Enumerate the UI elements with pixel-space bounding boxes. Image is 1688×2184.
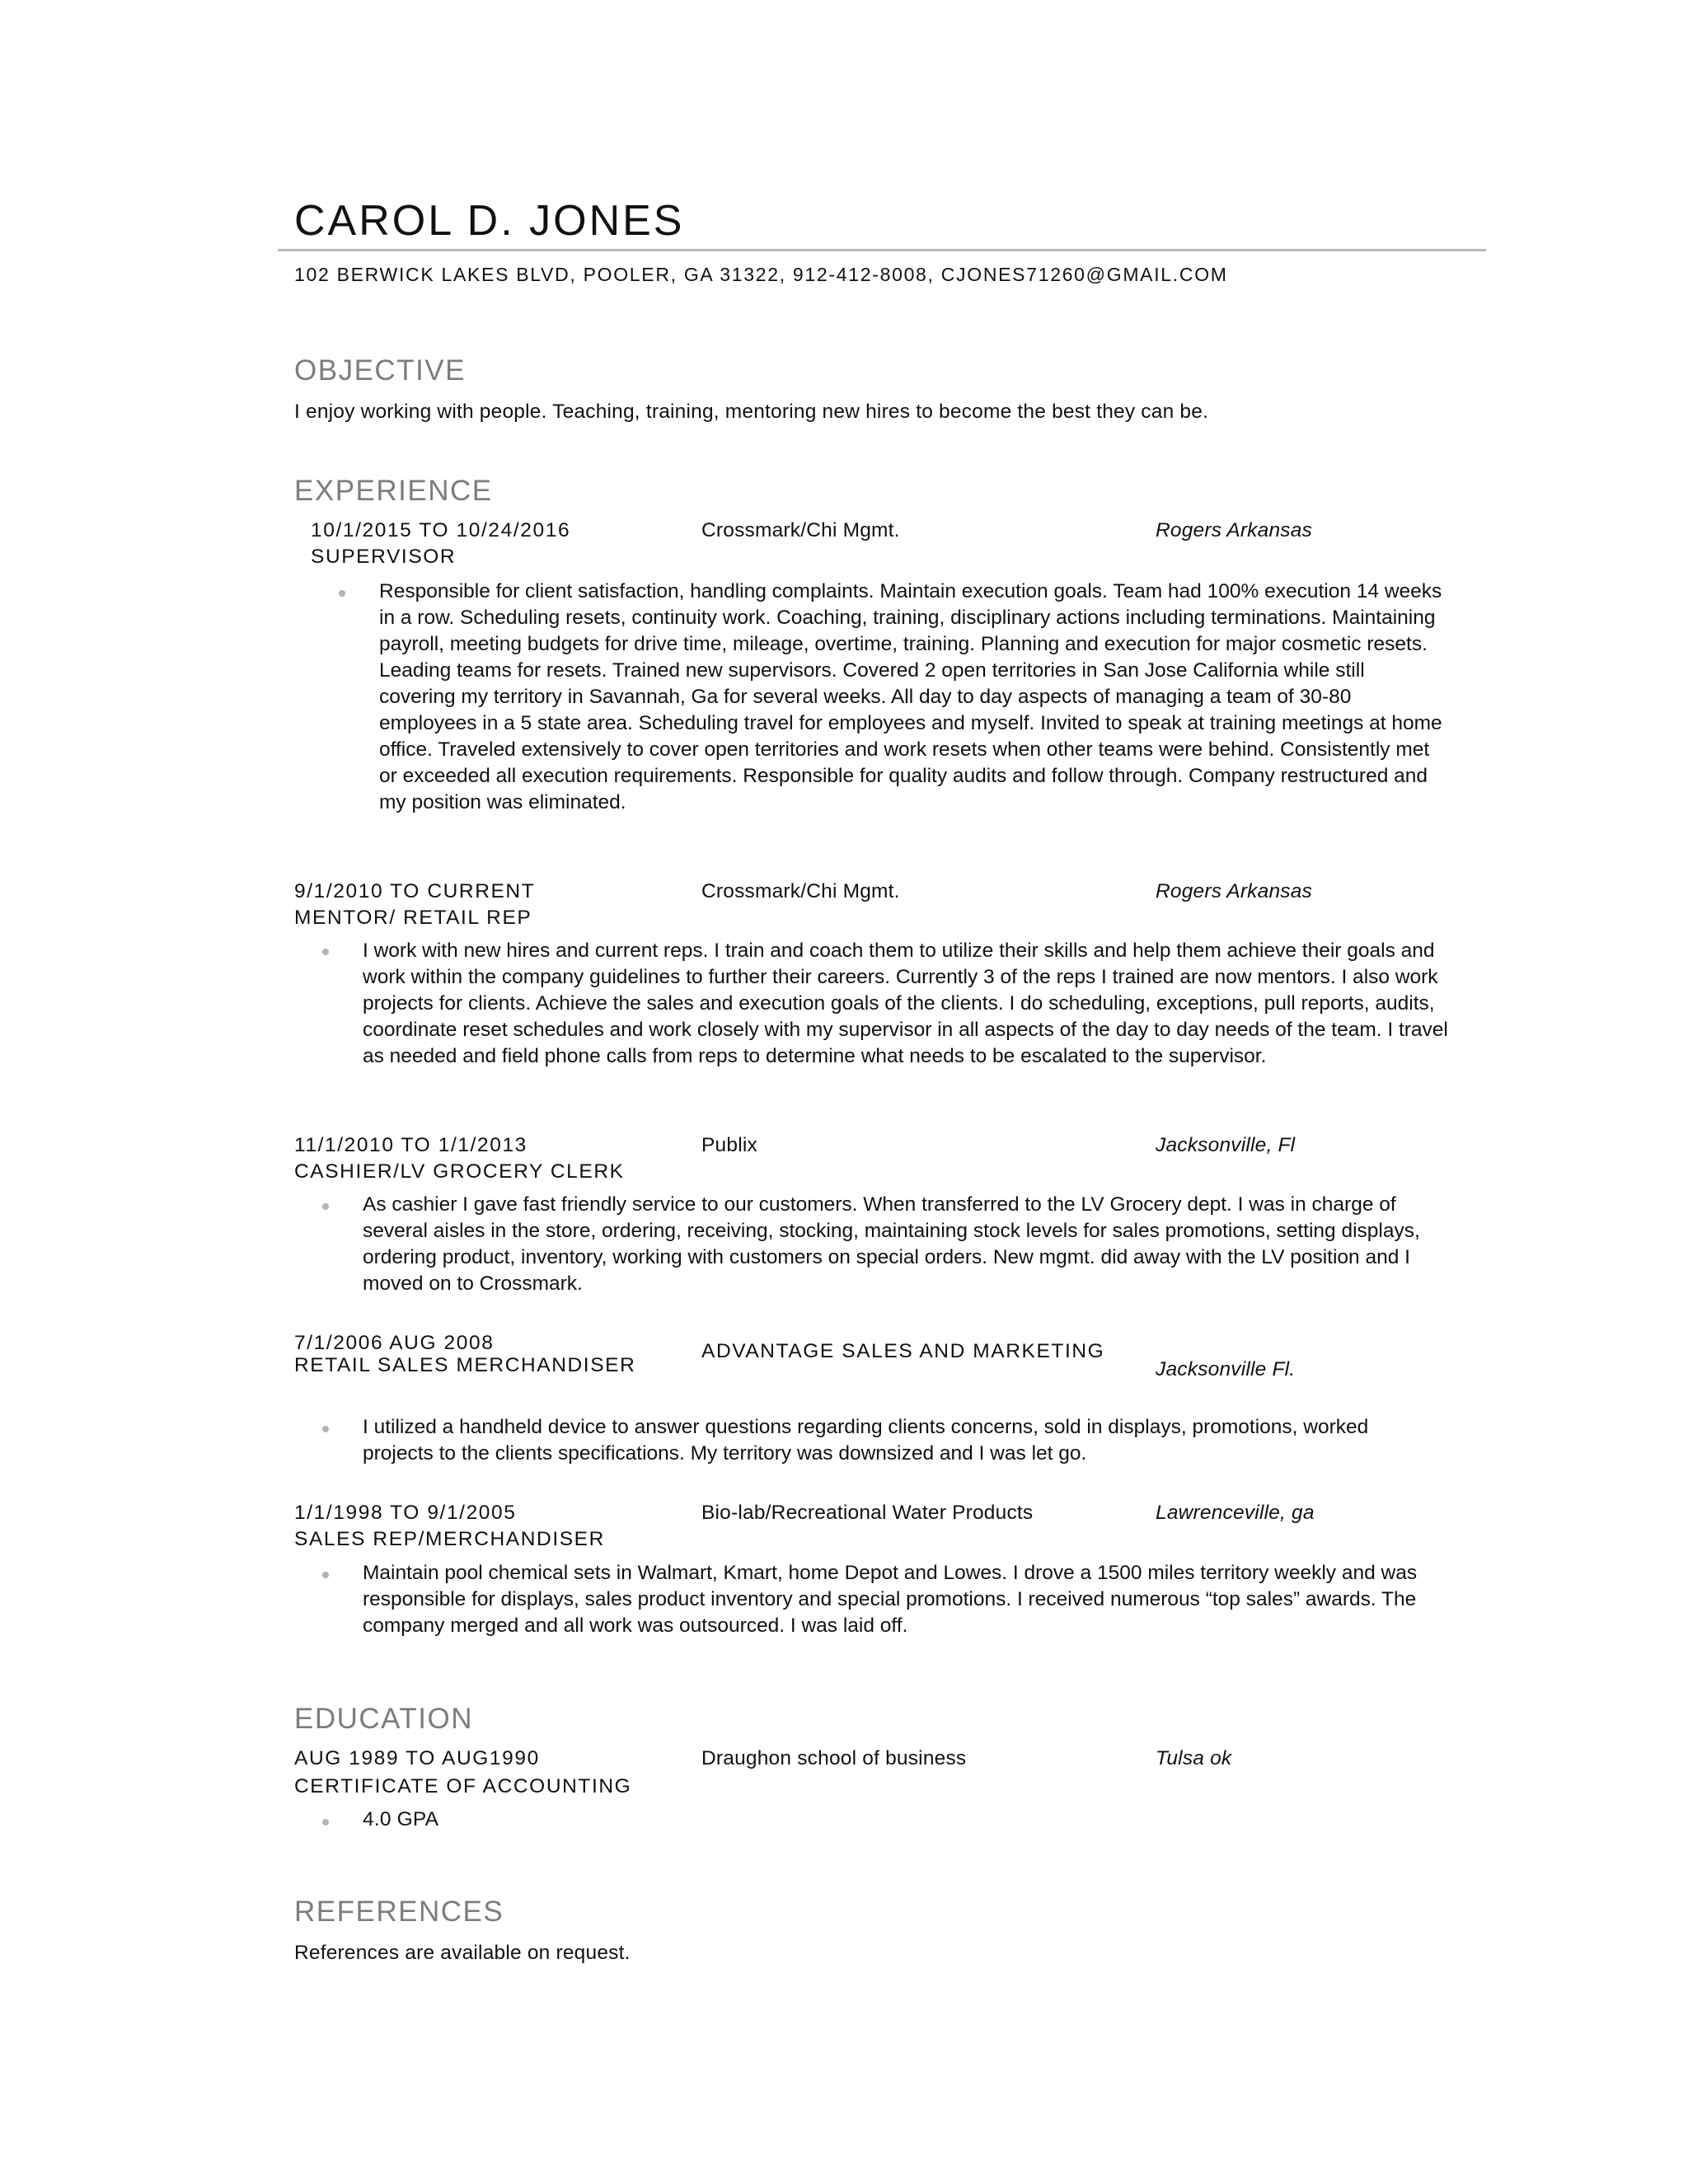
education-school: Draughon school of business [701,1747,967,1769]
job-role: CASHIER/LV GROCERY CLERK [294,1160,625,1183]
job-company: Publix [701,1134,757,1156]
job-dates: 10/1/2015 TO 10/24/2016 [311,519,571,541]
bullet-icon [322,1426,329,1432]
job-role: MENTOR/ RETAIL REP [294,907,532,929]
job-dates: 11/1/2010 TO 1/1/2013 [294,1134,528,1156]
job-description: Responsible for client satisfaction, handling complaints. Maintain execution goals. Team had 100% execution 14 weeks in a row. Scheduling resets, continuity work. Coaching, training, disciplinary actions including terminations. Maintaining payroll, meeting budgets for drive time, mileage, overtime, training. Planning and execution for major cosmetic resets. Leading teams for resets. Trained new supervisors. Covered 2 open territories in San Jose California while still covering my territory in Savannah, Ga for several weeks. All day to day aspects of managing a team of 30-80 employees in a 5 state area. Scheduling travel for employees and myself. Invited to speak at training meetings at home office. Traveled extensively to cover open territories and work resets when other teams were behind. Consistently met or exceeded all execution requirements. Responsible for quality audits and follow through. Company restructured and my position was eliminated. [379,580,1442,813]
candidate-name: CAROL D. JONES [294,197,685,245]
job-location: Jacksonville, Fl [1156,1134,1296,1156]
job-location: Rogers Arkansas [1156,880,1313,902]
bullet-icon [322,1572,329,1578]
job-company: Crossmark/Chi Mgmt. [701,519,900,541]
job-company: ADVANTAGE SALES AND MARKETING [701,1340,1105,1362]
job-role: SUPERVISOR [311,546,457,568]
job-dates: 9/1/2010 TO CURRENT [294,880,536,902]
objective-text: I enjoy working with people. Teaching, training, mentoring new hires to become the best they can be. [294,401,1209,423]
objective-heading: OBJECTIVE [294,354,466,387]
contact-info: 102 BERWICK LAKES BLVD, POOLER, GA 31322, 912-412-8008, CJONES71260@GMAIL.COM [294,264,1228,285]
experience-heading: EXPERIENCE [294,475,493,507]
education-heading: EDUCATION [294,1703,474,1735]
job-company: Bio-lab/Recreational Water Products [701,1502,1034,1524]
job-role: RETAIL SALES MERCHANDISER [294,1354,636,1376]
job-dates: 7/1/2006 AUG 2008 [294,1332,495,1354]
job-description: I utilized a handheld device to answer questions regarding clients concerns, sold in displays, promotions, worked projects to the clients specifications. My territory was downsized and I was let go. [363,1416,1369,1465]
job-location: Lawrenceville, ga [1156,1502,1315,1524]
job-description: As cashier I gave fast friendly service to our customers. When transferred to the LV Grocery dept. I was in charge of several aisles in the store, ordering, receiving, stocking, maintaining stock levels for sales promotions, setting displays, ordering product, inventory, working with customers on special orders. New mgmt. did away with the LV position and I moved on to Crossmark. [363,1193,1420,1295]
job-description: Maintain pool chemical sets in Walmart, Kmart, home Depot and Lowes. I drove a 1500 miles territory weekly and was responsible for displays, sales product inventory and special promotions. I received numerous “top sales” awards. The company merged and all work was outsourced. I was laid off. [363,1562,1418,1637]
header-divider [278,249,1486,251]
job-dates: 1/1/1998 TO 9/1/2005 [294,1502,517,1524]
references-text: References are available on request. [294,1942,631,1964]
job-company: Crossmark/Chi Mgmt. [701,880,900,902]
bullet-icon [339,590,345,597]
education-dates: AUG 1989 TO AUG1990 [294,1747,540,1769]
job-location: Jacksonville Fl. [1156,1358,1296,1380]
references-heading: REFERENCES [294,1896,504,1928]
education-gpa: 4.0 GPA [363,1808,439,1830]
education-degree: CERTIFICATE OF ACCOUNTING [294,1775,632,1797]
job-role: SALES REP/MERCHANDISER [294,1528,605,1550]
education-location: Tulsa ok [1156,1747,1232,1769]
bullet-icon [322,1819,329,1825]
job-location: Rogers Arkansas [1156,519,1313,541]
bullet-icon [322,949,329,955]
bullet-icon [322,1203,329,1210]
job-description: I work with new hires and current reps. I train and coach them to utilize their skills and help them achieve their goals and work within the company guidelines to further their careers. Currently 3 of the reps I trained are now mentors. I also work projects for clients. Achieve the sales and execution goals of the clients. I do scheduling, exceptions, pull reports, audits, coordinate reset schedules and work closely with my supervisor in all aspects of the day to day needs of the team. I travel as needed and field phone calls from reps to determine what needs to be escalated to the supervisor. [363,940,1448,1067]
